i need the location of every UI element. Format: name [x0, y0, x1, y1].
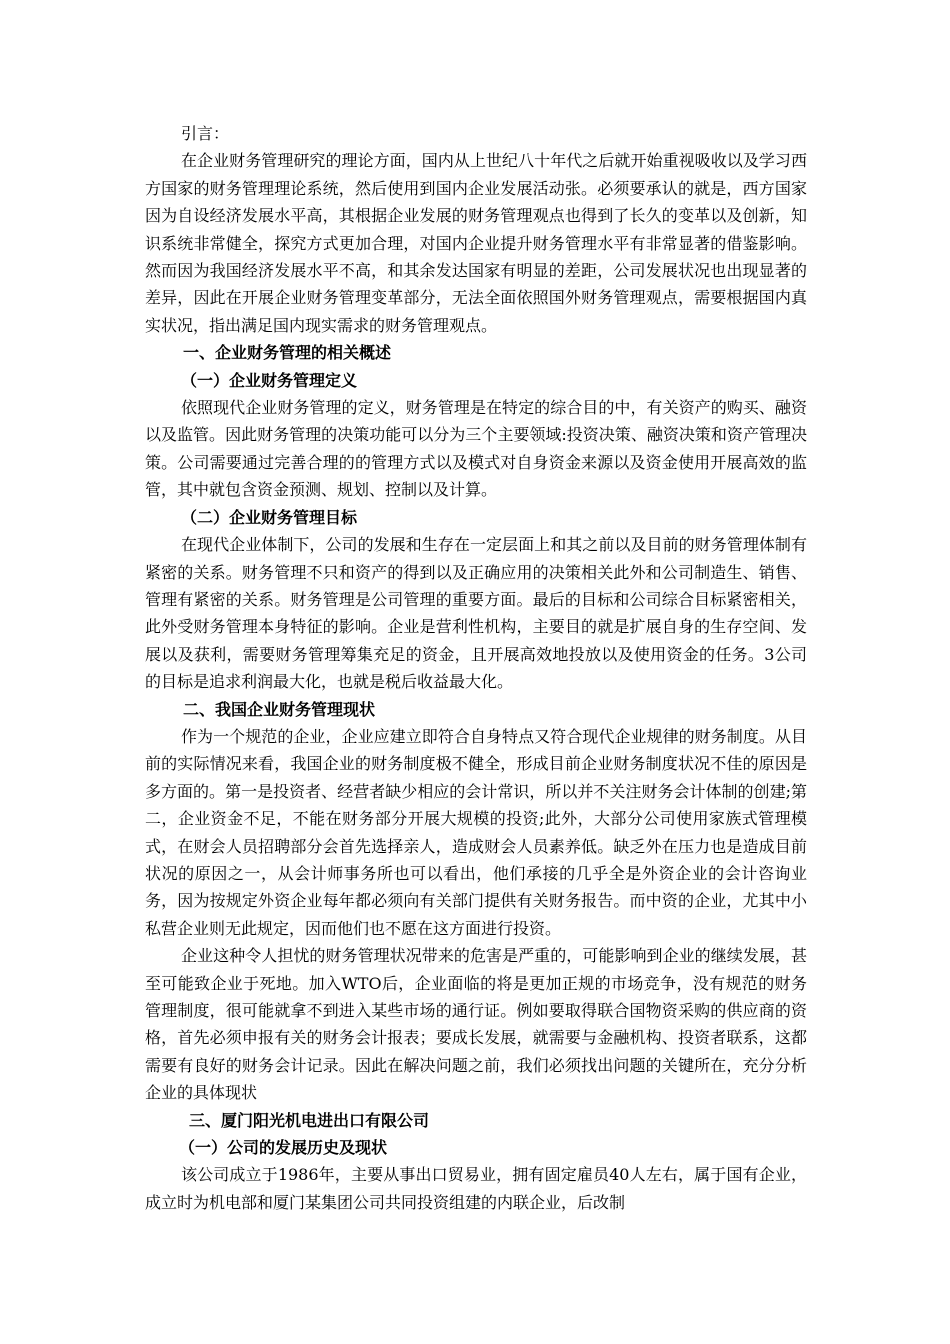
section-heading-3: 三、厦门阳光机电进出口有限公司	[189, 1110, 430, 1130]
intro-label: 引言：	[181, 124, 230, 143]
paragraph-1-2: 在现代企业体制下，公司的发展和生存在一定层面上和其之前以及目前的财务管理体制有紧密的关系。财务管理不只和资产的得到以及正确应用的决策相关此外和公司制造生、销售、管理有紧密的关系。财务管理是公司管理的重要方面。最后的目标和公司综合目标紧密相关，此外受财务管理本身特征的影响。企业是营利性机构，主要目的就是扩展自身的生存空间、发展以及获利，需要财务管理筹集充足的资金，且开展高效地投放以及使用资金的任务。3公司的目标是追求利润最大化，也就是税后收益最大化。	[145, 535, 807, 692]
paragraph-2-1: 作为一个规范的企业，企业应建立即符合自身特点又符合现代企业规律的财务制度。从目前的实际情况来看，我国企业的财务制度极不健全，形成目前企业财务制度状况不佳的原因是多方面的。第一是投资者、经营者缺少相应的会计常识，所以并不关注财务会计体制的创建;第二，企业资金不足，不能在财务部分开展大规模的投资;此外，大部分公司使用家族式管理模式，在财会人员招聘部分会首先选择亲人，造成财会人员素养低。缺乏外在压力也是造成目前状况的原因之一，从会计师事务所也可以看出，他们承接的几乎全是外资企业的会计咨询业务，因为按规定外资企业每年都必须向有关部门提供有关财务报告。而中资的企业，尤其中小私营企业则无此规定，因而他们也不愿在这方面进行投资。	[145, 726, 807, 938]
intro-paragraph: 在企业财务管理研究的理论方面，国内从上世纪八十年代之后就开始重视吸收以及学习西方国家的财务管理理论系统，然后使用到国内企业发展活动张。必须要承认的就是，西方国家因为自设经济发展水平高，其根据企业发展的财务管理观点也得到了长久的变革以及创新，知识系统非常健全，探究方式更加合理，对国内企业提升财务管理水平有非常显著的借鉴影响。然而因为我国经济发展水平不高，和其余发达国家有明显的差距，公司发展状况也出现显著的差异，因此在开展企业财务管理变革部分，无法全面依照国外财务管理观点，需要根据国内真实状况，指出满足国内现实需求的财务管理观点。	[145, 151, 807, 335]
section-heading-2: 二、我国企业财务管理现状	[183, 699, 376, 719]
subsection-heading-1-2: （二）企业财务管理目标	[181, 507, 358, 527]
section-heading-1: 一、企业财务管理的相关概述	[183, 343, 392, 363]
paragraph-3-1: 该公司成立于1986年，主要从事出口贸易业，拥有固定雇员40人左右，属于国有企业，成立时为机电部和厦门某集团公司共同投资组建的内联企业，后改制	[145, 1165, 807, 1212]
paragraph-2-2: 企业这种令人担忧的财务管理状况带来的危害是严重的，可能影响到企业的继续发展，甚至可能致企业于死地。加入WTO后，企业面临的将是更加正规的市场竞争，没有规范的财务管理制度，很可能就拿不到进入某些市场的通行证。例如要取得联合国物资采购的供应商的资格，首先必须申报有关的财务会计报表；要成长发展，就需要与金融机构、投资者联系，这都需要有良好的财务会计记录。因此在解决问题之前，我们必须找出问题的关键所在，充分分析企业的具体现状	[145, 946, 807, 1103]
subsection-heading-3-1: （一）公司的发展历史及现状	[179, 1138, 388, 1158]
subsection-heading-1-1: （一）企业财务管理定义	[181, 370, 358, 390]
document-page	[145, 120, 807, 1216]
paragraph-1-1: 依照现代企业财务管理的定义，财务管理是在特定的综合目的中，有关资产的购买、融资以及监管。因此财务管理的决策功能可以分为三个主要领域:投资决策、融资决策和资产管理决策。公司需要通过完善合理的的管理方式以及模式对自身资金来源以及资金使用开展高效的监管，其中就包含资金预测、规划、控制以及计算。	[145, 398, 807, 500]
